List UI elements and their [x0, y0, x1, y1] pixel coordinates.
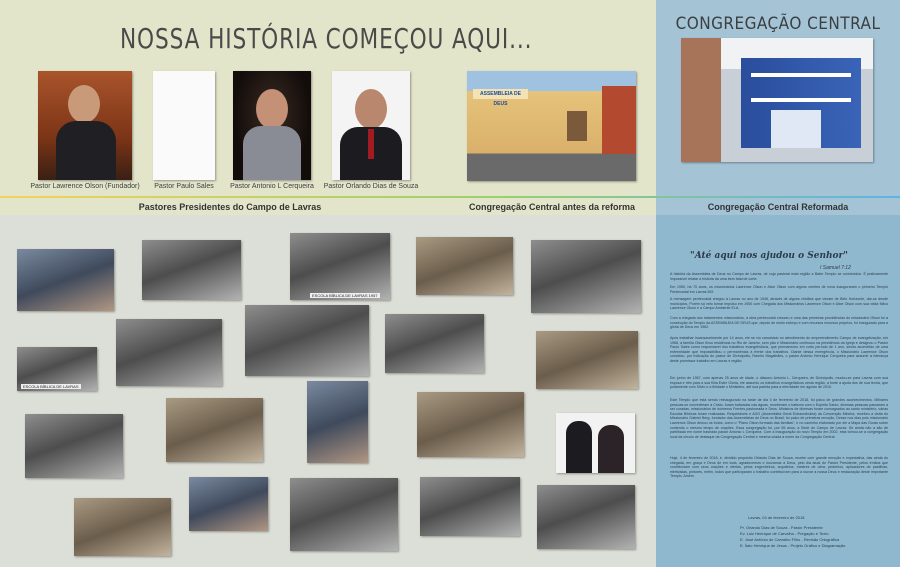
pastor-caption-cerqueira: Pastor Antonio L Cerqueira	[230, 183, 314, 190]
signature-line: Pr. Orlando Dias de Souza - Pastor Presidente	[740, 525, 823, 530]
historic-photo	[116, 319, 222, 386]
historic-photo	[142, 240, 241, 300]
history-paragraph: A mensagem pentecostal chegou à Lavras no ano de 1946, através de alguns cristãos que vieram de Belo Horizonte, dar-se desde municípios. Porém só veio tomar impulso em 1950 com Chegada dos Missionários Lawrence Olson e Alice Olson com sua visita fôlico Lawrence Olson e a Campo Ambiente ELA.	[670, 297, 888, 311]
building-after-photo	[681, 38, 873, 162]
pastor-caption-sales: Pastor Paulo Sales	[154, 183, 214, 190]
right-panel-title: CONGREGAÇÃO CENTRAL	[675, 14, 881, 34]
historic-photo	[536, 331, 638, 389]
date-line: Lavras, 04 de fevereiro de 2018	[748, 515, 805, 520]
pastor-photo-olson	[38, 71, 132, 180]
historic-photo	[290, 233, 390, 300]
signature-line: Ev. Luiz Henrique de Carvalho - Pregação e Texto	[740, 531, 829, 536]
pastor-caption-olson: Pastor Lawrence Olson (Fundador)	[30, 183, 140, 190]
historic-photo	[189, 477, 268, 531]
history-paragraph: Com a chegada dos tratamentos missionários, a obra pentecostal cresceu e uma das primeiras providências do missionário Olson foi a construção do Templo da ASSEMBLEIA DE DEUS que, depois de muito esforço e com recursos recursos próprios, foi inaugurado para a glória de Deus em 1962.	[670, 316, 888, 330]
pastors-section-label: Pastores Presidentes do Campo de Lavras	[138, 202, 322, 212]
building-before-photo	[467, 71, 636, 181]
signature-line: E. Ítalo Henrique de Jesus - Projeto Gráfico e Diagramação	[740, 543, 846, 548]
quote-reference: I Samuel 7:12	[820, 265, 851, 271]
quote-text: "Até aqui nos ajudou o Senhor"	[690, 251, 848, 261]
historic-photo	[290, 478, 398, 551]
historic-photo	[245, 305, 369, 376]
history-paragraph: Hoje, 4 de fevereiro de 2018, é, dividido propósito Orlando Dias de Souza, recebe com grande emoção e expectativa, das ainda do chegada, em graça e Deus de em toda, agradecemos e louvamos a Deus, pelo dia atual do Pastor Presidente, pelos irmãos que contribuíram com seus orações e ofertas, pelos engenheiros, arquitetos, mestres de obra, pedreiros, aplicadores de pastilhas, eletricistas, pintores, enfim, todos que participaram o trabalho contribuíram para a louvar a nossa Deus e restauração deste importante Templo. Amém.	[670, 456, 888, 479]
current-pastor-couple-photo	[556, 413, 635, 473]
photo-label: ESCOLA BÍBLICA DE LAVRAS 1957	[312, 293, 378, 298]
history-paragraph: Em junho de 1967, com apenas 25 anos de idade, o diácono Antonio L. Cerqueira, de Divinópolis, mudou-se para Lavras com sua esposa e três para a sua filha Ester Glória, ele assumiu os trabalhos evangelísticos nesta região, a fonte a ajuda dos de sua teoria, que juntamente com Sílvio e a fieldade o Ministério, até sua partida para a eternidade em agosto de 2015.	[670, 376, 888, 390]
historic-photo	[17, 347, 97, 391]
historic-photo	[166, 398, 263, 462]
pastor-caption-souza: Pastor Orlando Dias de Souza	[323, 183, 419, 190]
historic-photo	[17, 249, 114, 311]
after-section-label: Congregação Central Reformada	[707, 202, 849, 212]
photo-label: ESCOLA BÍBLICA DE LAVRAS	[23, 384, 79, 389]
historic-photo	[74, 498, 171, 556]
before-section-label: Congregação Central antes da reforma	[468, 202, 636, 212]
signature-line: E. José Antônio de Carvalho Filho - Revisão Ortográfica	[740, 537, 840, 542]
historic-photo	[25, 414, 123, 478]
historic-photo	[385, 314, 484, 373]
history-paragraph: Este Templo que está sendo reinaugurado na tarde de dia 4 de fevereiro de 2018, foi palco de grandes acontecimentos. Milhares pessoas se converteram a Cristo, foram batizadas nas águas, receberam o batismo com o Espírito Santo, diversas pessoas passaram a ser curadas, missionários de inúmeros Frentes pastoreada e Deus. Ministros de diversas foram consagrados ao santo ministério, várias Escolas Bíblicas foram realizadas. Respeitáveis e AGO (Assembleia Geral Extraordinária) da Convenção Mineira, recebeu a visita do Missionário Gabriel Berg, fundador das Assembleias de Deus no Brasil, foi palco de primeiras emoção, Desse nos dias pois missionário Lawrence Olson deixou os frutos, como o "Plano Olson formado das famílias", e no caminho elaborado por ele a Mapa das Guras sobre contendo o mesmo tempo de orações. Essa congregação foi, por 65 anos, a Sede do Campo de Lavras. Se ainda não a são de partilhada em nome baseado pastor Antonio L Cerqueira. Com a inauguração do novo Templo em 2002, esta tornou-se a congregação local da circulo de destaque da Congregação Central e mesma criada a nome da Congregação Central.	[670, 398, 888, 439]
historic-photo	[537, 485, 635, 549]
page-title: NOSSA HISTÓRIA COMEÇOU AQUI...	[120, 22, 533, 55]
pastor-photo-sales-placeholder	[153, 71, 215, 180]
history-paragraph: A história da Assembleia de Deus no Campo de Lavras, de cuja pastoral mais região a Bater Templo se conhecidos. É praticamente impossível relatar a história da uma bem fatal de corte.	[670, 272, 888, 281]
building-sign: ASSEMBLEIA DE DEUS	[473, 89, 528, 99]
historic-photo-couple	[307, 381, 368, 463]
historic-photo	[531, 240, 641, 313]
pastor-photo-cerqueira	[233, 71, 311, 180]
historic-photo	[416, 237, 513, 295]
historic-photo	[420, 477, 520, 536]
historic-photo	[417, 392, 524, 457]
section-divider	[0, 196, 900, 198]
history-paragraph: Após trabalhar incansavelmente por 14 anos, ele se viu cancelado no atendimento do empreendimento Campo de evangelização, em 1966, a família Olson fixou residência no Rio de Janeiro, sem pão e Missionário continuou na presidência da Igreja e designou o Pastor Paulo Sales como responsável dos trabalhos evangelísticos, que permaneceu em curto período de 1 ano, sendo acometido de uma enfermidade que impossibilitou o permanência à frente dos trabalhos. Diante dessa emergência, o Missionário Lawrence Olson convidou, por indicação do pastor de Divinópolis, Ramiro Magalhães, o pastor Antonio Henrique Cerqueira para assumir a liderança deste promissor trabalho em Lavras e região.	[670, 336, 888, 363]
history-paragraph: Em 1950, há 70 anos, os missionários Lawrence Olson e Alice Olson com alguns crentes de nova inauguraram o primeiro Templo Pentecostal em Lavras MG.	[670, 285, 888, 294]
pastor-photo-souza	[332, 71, 410, 180]
